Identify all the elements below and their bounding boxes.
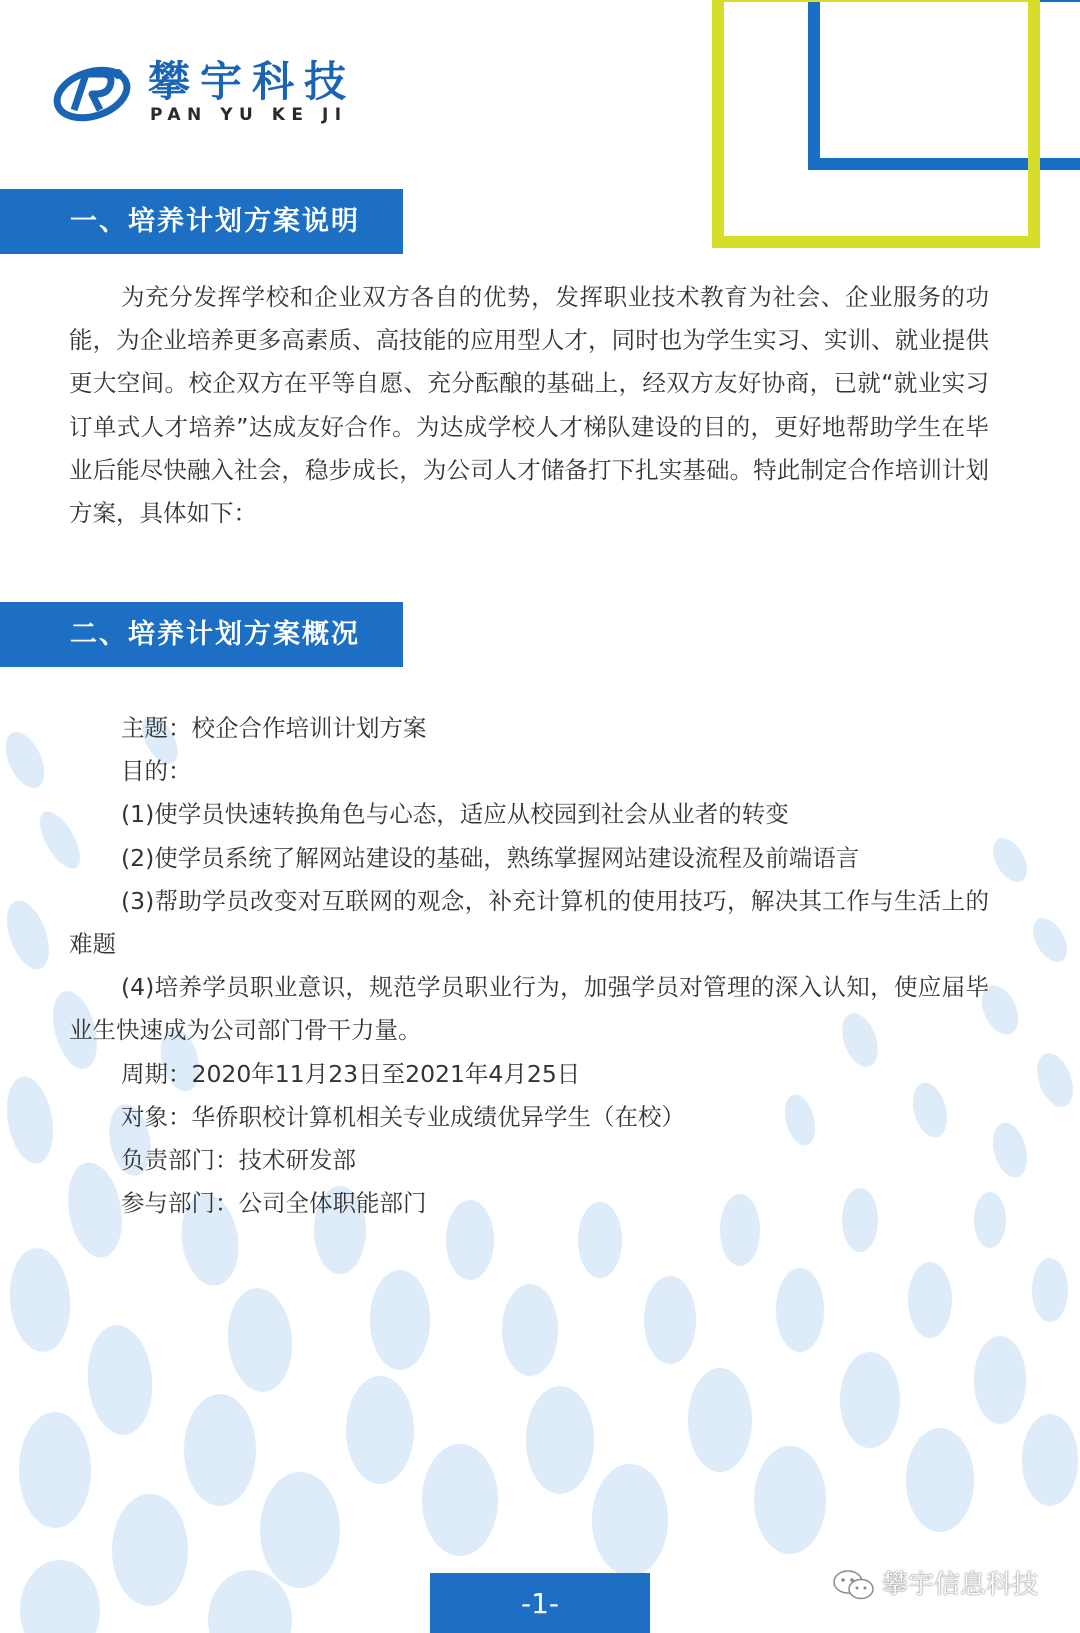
- overview-target: 对象：华侨职校计算机相关专业成绩优异学生（在校）: [121, 1102, 685, 1131]
- decorative-yellow-frame: [712, 0, 1040, 248]
- overview-goal-item: (2)使学员系统了解网站建设的基础，熟练掌握网站建设流程及前端语言: [121, 843, 860, 872]
- overview-theme: 主题：校企合作培训计划方案: [121, 714, 427, 742]
- overview-participating-depts: 参与部门：公司全体职能部门: [121, 1189, 427, 1218]
- overview-responsible-dept: 负责部门：技术研发部: [121, 1146, 356, 1175]
- intro-paragraph: 为充分发挥学校和企业双方各自的优势，发挥职业技术教育为社会、企业服务的功能，为企业培养更多高素质、高技能的应用型人才，同时也为学生实习、实训、就业提供更大空间。校企双方在平等自愿、充分酝酿的基础上，经双方友好协商，已就“就业实习订单式人才培养”达成友好合作。为达成学校人才梯队建设的目的，更好地帮助学生在毕业后能尽快融入社会，稳步成长，为公司人才储备打下扎实基础。特此制定合作培训计划方案，具体如下：: [69, 283, 989, 528]
- overview-goal-item: (1)使学员快速转换角色与心态，适应从校园到社会从业者的转变: [121, 800, 789, 829]
- overview-goal-label: 目的：: [121, 757, 192, 786]
- section-heading-plan-description: 一、培养计划方案说明: [0, 189, 403, 254]
- page-number: -1-: [430, 1573, 650, 1633]
- section-heading-plan-overview: 二、培养计划方案概况: [0, 602, 403, 667]
- overview-period: 周期：2020年11月23日至2021年4月25日: [121, 1059, 581, 1088]
- logo-pinyin-name: PAN YU KE JI: [150, 105, 348, 125]
- watermark-text: 攀宇信息科技: [882, 1570, 1039, 1600]
- wechat-icon: [832, 1569, 876, 1601]
- overview-goal-item: (3)帮助学员改变对互联网的观念，补充计算机的使用技巧，解决其工作与生活上的难题: [69, 886, 989, 959]
- overview-block: [69, 707, 989, 1225]
- logo-chinese-name: 攀宇科技: [148, 57, 357, 106]
- logo-mark-icon: [52, 58, 132, 128]
- overview-goal-item: (4)培养学员职业意识，规范学员职业行为，加强学员对管理的深入认知，使应届毕业生快速成为公司部门骨干力量。: [69, 973, 989, 1045]
